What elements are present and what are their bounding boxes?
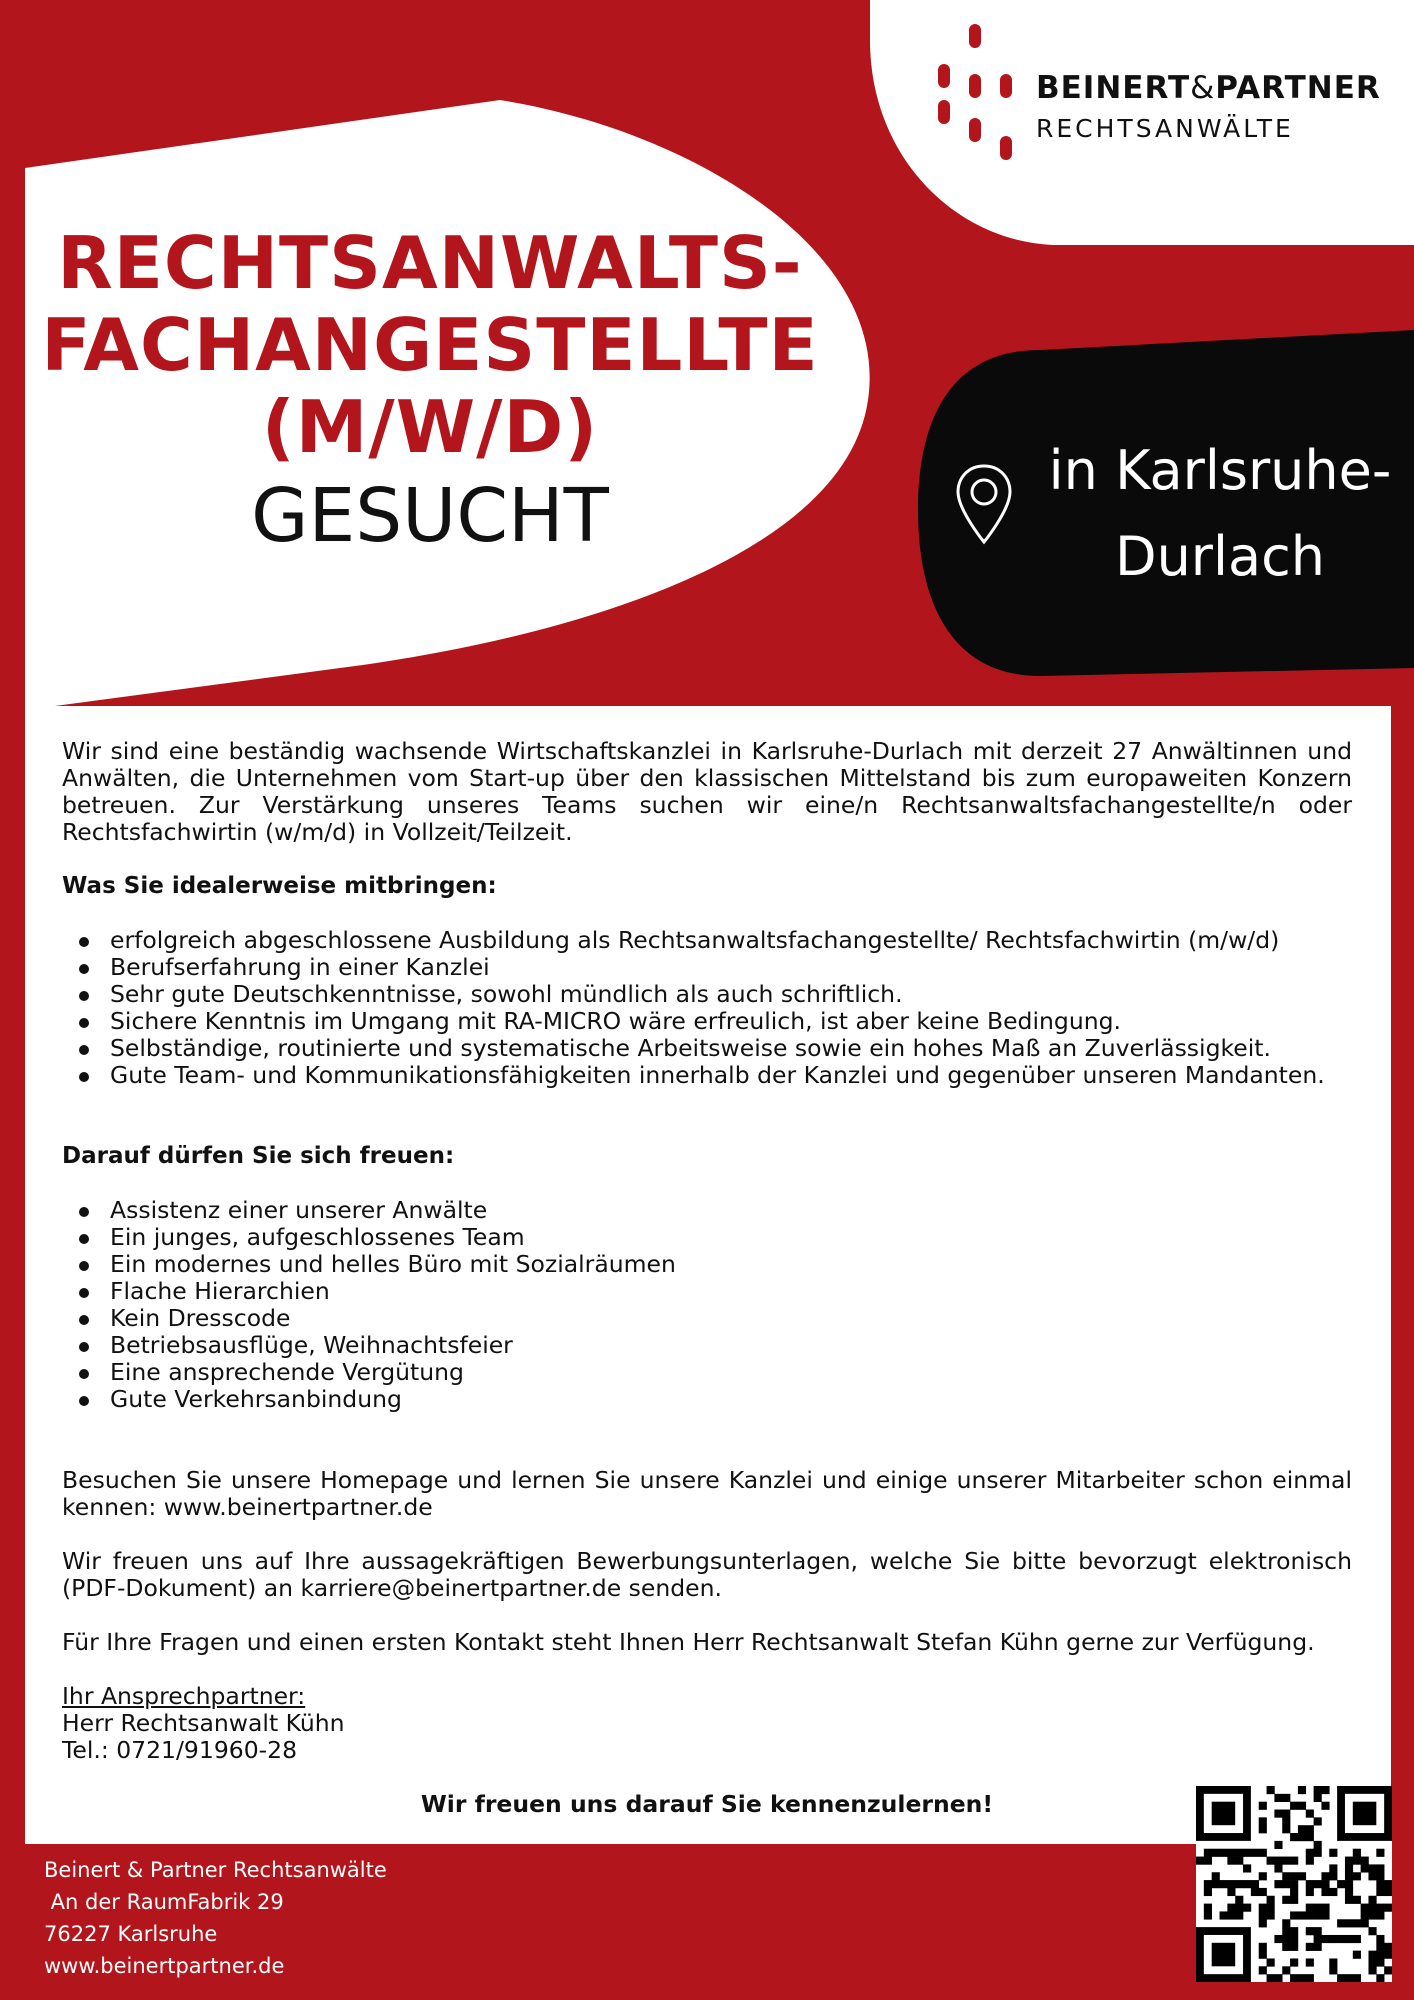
qr-code-icon[interactable]: [1196, 1786, 1392, 1982]
list-item: Ein modernes und helles Büro mit Sozialräumen: [110, 1251, 1352, 1278]
benefits-heading: Darauf dürfen Sie sich freuen:: [62, 1143, 455, 1169]
job-title-line2: FACHANGESTELLTE: [41, 303, 819, 387]
list-item: Ein junges, aufgeschlossenes Team: [110, 1224, 1352, 1251]
location-pin-icon: [954, 462, 1014, 548]
logo-subtitle: RECHTSANWÄLTE: [1036, 114, 1294, 143]
contact-heading: Ihr Ansprechpartner:: [62, 1682, 306, 1710]
list-item: Assistenz einer unserer Anwälte: [110, 1197, 1352, 1224]
list-item: Sehr gute Deutschkenntnisse, sowohl mündlich als auch schriftlich.: [110, 981, 1352, 1008]
list-item: Berufserfahrung in einer Kanzlei: [110, 954, 1352, 981]
list-item: Betriebsausflüge, Weihnachtsfeier: [110, 1332, 1352, 1359]
contact-name: Herr Rechtsanwalt Kühn: [62, 1709, 345, 1737]
questions-paragraph: Für Ihre Fragen und einen ersten Kontakt steht Ihnen Herr Rechtsanwalt Stefan Kühn gerne zur Verfügung.: [62, 1628, 1315, 1656]
list-item: Kein Dresscode: [110, 1305, 1352, 1332]
list-item: Eine ansprechende Vergütung: [110, 1359, 1352, 1386]
footer-company: Beinert & Partner Rechtsanwälte: [44, 1858, 387, 1882]
closing-line: Wir freuen uns darauf Sie kennenzulernen!: [420, 1790, 994, 1818]
list-item: Sichere Kenntnis im Umgang mit RA-MICRO wäre erfreulich, ist aber keine Bedingung.: [110, 1008, 1352, 1035]
location-line2: Durlach: [1114, 525, 1325, 588]
footer-website: www.beinertpartner.de: [44, 1954, 285, 1978]
job-title: [30, 222, 830, 562]
job-title-line4: GESUCHT: [251, 473, 609, 559]
location-line1: in Karlsruhe-: [1048, 439, 1392, 502]
list-item: Selbständige, routinierte und systematische Arbeitsweise sowie ein hohes Maß an Zuverlässigkeit.: [110, 1035, 1352, 1062]
footer-street: An der RaumFabrik 29: [44, 1890, 284, 1914]
list-item: erfolgreich abgeschlossene Ausbildung als Rechtsanwaltsfachangestellte/ Rechtsfachwirtin (m/w/d): [110, 927, 1352, 954]
job-title-line1: RECHTSANWALTS-: [57, 221, 803, 305]
application-paragraph: Wir freuen uns auf Ihre aussagekräftigen Bewerbungsunterlagen, welche Sie bitte bevorzugt elektronisch (PDF-Dokument) an karriere@beinertpartner.de senden.: [62, 1547, 1352, 1602]
logo-name: BEINERT&PARTNER: [1036, 70, 1381, 106]
list-item: Gute Verkehrsanbindung: [110, 1386, 1352, 1413]
contact-phone: Tel.: 0721/91960-28: [62, 1736, 298, 1764]
list-item: Gute Team- und Kommunikationsfähigkeiten innerhalb der Kanzlei und gegenüber unseren Mandanten.: [110, 1062, 1352, 1089]
footer-city: 76227 Karlsruhe: [44, 1922, 218, 1946]
company-logo: [930, 22, 1400, 172]
intro-paragraph: Wir sind eine beständig wachsende Wirtschaftskanzlei in Karlsruhe-Durlach mit derzeit 27 Anwältinnen und Anwälten, die Unternehmen vom Start-up über den klassischen Mittelstand bis zum europaweiten Konzern betreuen. Zur Verstärkung unseres Teams suchen wir eine/n Rechtsanwaltsfachangestellte/n oder Rechtsfachwirtin (w/m/d) in Vollzeit/Teilzeit.: [62, 737, 1352, 846]
list-item: Flache Hierarchien: [110, 1278, 1352, 1305]
homepage-paragraph: Besuchen Sie unsere Homepage und lernen Sie unsere Kanzlei und einige unserer Mitarbeiter schon einmal kennen: www.beinertpartner.de: [62, 1466, 1352, 1521]
job-title-line3: (M/W/D): [261, 385, 599, 469]
benefits-list: [62, 1197, 1352, 1413]
footer-address: [44, 1854, 544, 1982]
logo-mark-icon: [930, 22, 1026, 172]
requirements-list: [62, 927, 1352, 1089]
location-text: [1020, 428, 1414, 600]
job-description: [62, 738, 1352, 1818]
requirements-heading: Was Sie idealerweise mitbringen:: [62, 873, 497, 899]
